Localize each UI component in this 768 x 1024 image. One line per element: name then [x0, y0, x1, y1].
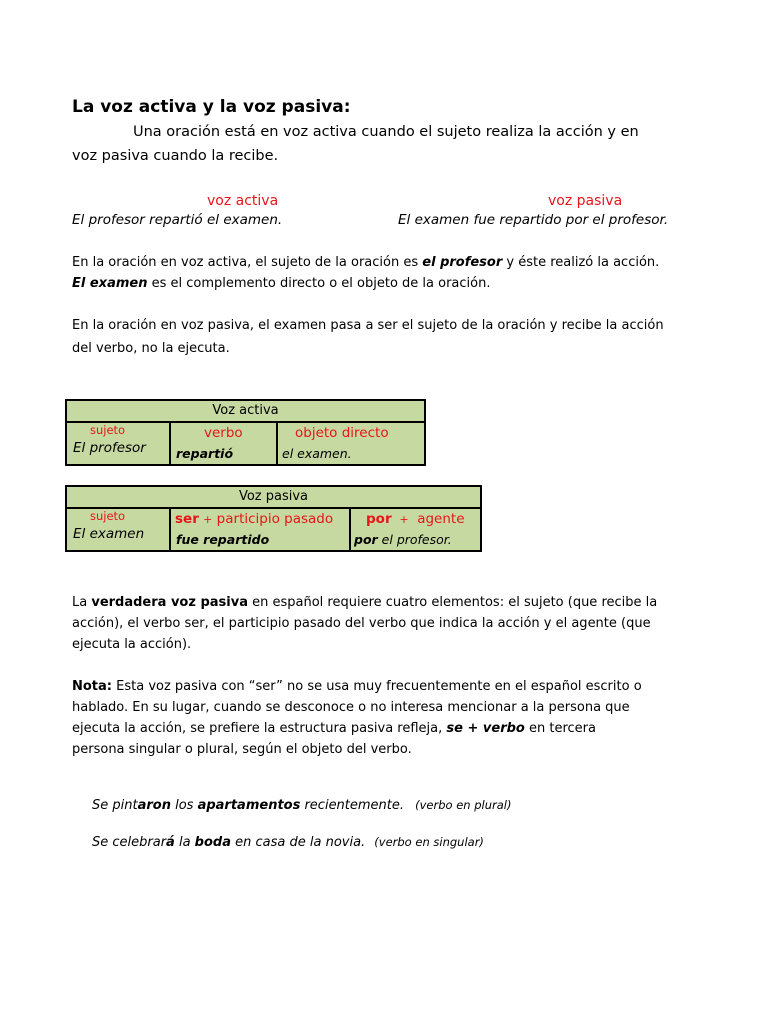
nota-line3	[72, 721, 596, 736]
plus-sign-2: +	[399, 513, 409, 526]
ex2-part: Se celebrar	[92, 835, 167, 850]
ex1-ending: aron	[137, 798, 171, 813]
para3-term: verdadera voz pasiva	[91, 595, 248, 610]
passive-subject-label: sujeto	[90, 509, 126, 523]
nota-line1	[72, 679, 642, 694]
para3-text: La	[72, 595, 92, 610]
ex1-subject: apartamentos	[197, 798, 301, 813]
passive-table-header: Voz pasiva	[66, 486, 481, 508]
ex2-part-2: la	[174, 835, 195, 850]
passive-subject-value: El examen	[73, 526, 145, 542]
passive-verb-value: fue repartido	[176, 532, 270, 547]
ex1-part-2: los	[170, 798, 198, 813]
para1-line1	[72, 255, 659, 270]
active-subject-label: sujeto	[90, 423, 126, 437]
active-verb-value: repartió	[176, 446, 234, 461]
nota-label: Nota:	[72, 679, 112, 694]
ex1-part: Se pint	[92, 798, 138, 813]
active-voice-table	[65, 399, 426, 466]
agent-value: el profesor.	[377, 532, 452, 547]
active-sentence: El profesor repartió el examen.	[72, 212, 283, 228]
para1-subject: el profesor	[422, 255, 503, 270]
ex1-note: (verbo en plural)	[415, 798, 512, 812]
para2-line2: del verbo, no la ejecuta.	[72, 341, 230, 356]
page-title: La voz activa y la voz pasiva:	[72, 97, 351, 117]
para1-object: El examen	[72, 276, 148, 291]
active-subject-cell	[66, 422, 170, 465]
ex2-note: (verbo en singular)	[374, 835, 484, 849]
active-subject-value: El profesor	[73, 440, 146, 456]
plus-sign: +	[203, 513, 213, 526]
active-object-cell	[277, 422, 425, 465]
para2-line1: En la oración en voz pasiva, el examen pasa a ser el sujeto de la oración y recibe la acción	[72, 318, 664, 333]
passive-sentence: El examen fue repartido por el profesor.	[398, 212, 669, 228]
active-verb-cell	[170, 422, 277, 465]
passive-agent-value	[354, 532, 452, 547]
nota-line4: persona singular o plural, según el objeto del verbo.	[72, 742, 412, 757]
active-verb-label: verbo	[204, 425, 243, 441]
passive-agent-label	[366, 511, 465, 527]
para3-text-2: en español requiere cuatro elementos: el sujeto (que recibe la	[247, 595, 658, 610]
para3-line1	[72, 595, 657, 610]
nota-line2: hablado. En su lugar, cuando se desconoce o no interesa mencionar a la persona que	[72, 700, 630, 715]
passive-verb-cell	[170, 508, 350, 551]
active-table-header: Voz activa	[66, 400, 425, 422]
passive-voice-table	[65, 485, 482, 552]
participle-label: participio pasado	[216, 511, 334, 527]
ex2-ending: á	[166, 835, 175, 850]
para3-line2: acción), el verbo ser, el participio pasado del verbo que indica la acción y el agente (que	[72, 616, 651, 631]
ex1-part-3: recientemente.	[300, 798, 405, 813]
example-plural	[92, 794, 511, 813]
por-label: por	[366, 511, 392, 527]
para1-text-end: y éste realizó la acción.	[502, 255, 660, 270]
intro-line-1: Una oración está en voz activa cuando el sujeto realiza la acción y en	[133, 124, 639, 140]
active-object-value: el examen.	[282, 446, 352, 461]
agent-label: agente	[417, 511, 465, 527]
nota-se-verbo: se + verbo	[446, 721, 525, 736]
passive-verb-label	[175, 511, 333, 527]
passive-subject-cell	[66, 508, 170, 551]
por-value: por	[354, 532, 378, 547]
para3-line3: ejecuta la acción).	[72, 637, 192, 652]
passive-voice-label: voz pasiva	[548, 193, 623, 209]
active-voice-label: voz activa	[207, 193, 279, 209]
intro-line-2: voz pasiva cuando la recibe.	[72, 148, 279, 164]
active-object-label: objeto directo	[295, 425, 389, 441]
para1-text-2: es el complemento directo o el objeto de la oración.	[147, 276, 491, 291]
nota-text-3b: en tercera	[524, 721, 596, 736]
example-singular	[92, 831, 484, 850]
ex2-subject: boda	[194, 835, 231, 850]
nota-text-3: ejecuta la acción, se prefiere la estructura pasiva refleja,	[72, 721, 447, 736]
nota-text-1: Esta voz pasiva con “ser” no se usa muy frecuentemente en el español escrito o	[112, 679, 642, 694]
ser-label: ser	[175, 511, 199, 527]
para1-line2	[72, 276, 490, 291]
para1-text: En la oración en voz activa, el sujeto de la oración es	[72, 255, 423, 270]
ex2-part-3: en casa de la novia.	[231, 835, 366, 850]
passive-agent-cell	[350, 508, 481, 551]
